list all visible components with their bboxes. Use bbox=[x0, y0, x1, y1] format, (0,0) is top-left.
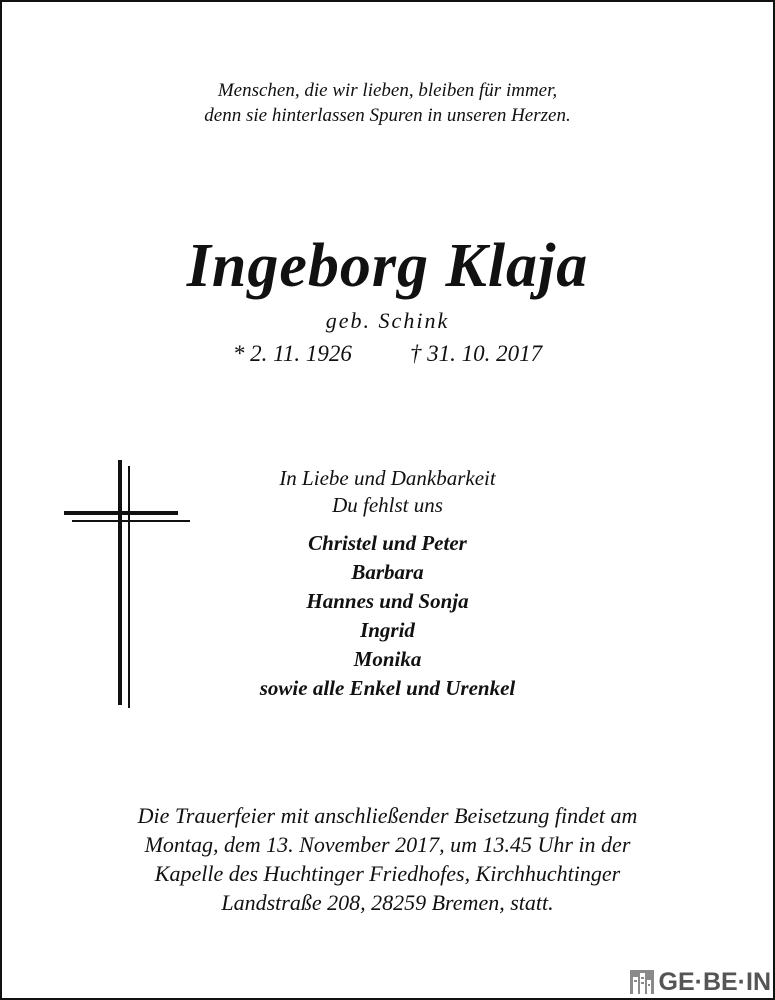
mourners-names bbox=[0, 529, 775, 703]
mourners-block bbox=[0, 465, 775, 703]
mourner-name: Hannes und Sonja bbox=[306, 589, 469, 613]
building-icon bbox=[629, 969, 655, 995]
publisher-logo bbox=[625, 967, 772, 997]
ceremony-line-1: Die Trauerfeier mit anschließender Beisetzung findet am bbox=[137, 803, 638, 828]
mourners-intro-line-1: In Liebe und Dankbarkeit bbox=[279, 466, 496, 490]
death-date: † 31. 10. 2017 bbox=[409, 341, 543, 366]
deceased-name: Ingeborg Klaja bbox=[186, 232, 589, 300]
birth-date: * 2. 11. 1926 bbox=[232, 341, 352, 366]
motto bbox=[0, 78, 775, 128]
ceremony-notice bbox=[0, 801, 775, 917]
logo-text: GE·BE·IN bbox=[658, 967, 771, 996]
motto-line-1: Menschen, die wir lieben, bleiben für immer, bbox=[217, 80, 558, 101]
mourner-name: Christel und Peter bbox=[308, 531, 467, 555]
ceremony-line-4: Landstraße 208, 28259 Bremen, statt. bbox=[221, 890, 554, 915]
motto-line-2: denn sie hinterlassen Spuren in unseren Herzen. bbox=[204, 105, 571, 126]
mourner-name: Ingrid bbox=[360, 618, 415, 642]
maiden-name: geb. Schink bbox=[325, 308, 450, 333]
life-dates bbox=[0, 339, 775, 369]
ceremony-line-2: Montag, dem 13. November 2017, um 13.45 Uhr in der bbox=[144, 832, 631, 857]
mourner-name: sowie alle Enkel und Urenkel bbox=[259, 676, 516, 700]
ceremony-line-3: Kapelle des Huchtinger Friedhofes, Kirchhuchtinger bbox=[154, 861, 621, 886]
mourners-intro-line-2: Du fehlst uns bbox=[332, 493, 443, 517]
mourner-name: Barbara bbox=[351, 560, 424, 584]
mourner-name: Monika bbox=[353, 647, 422, 671]
